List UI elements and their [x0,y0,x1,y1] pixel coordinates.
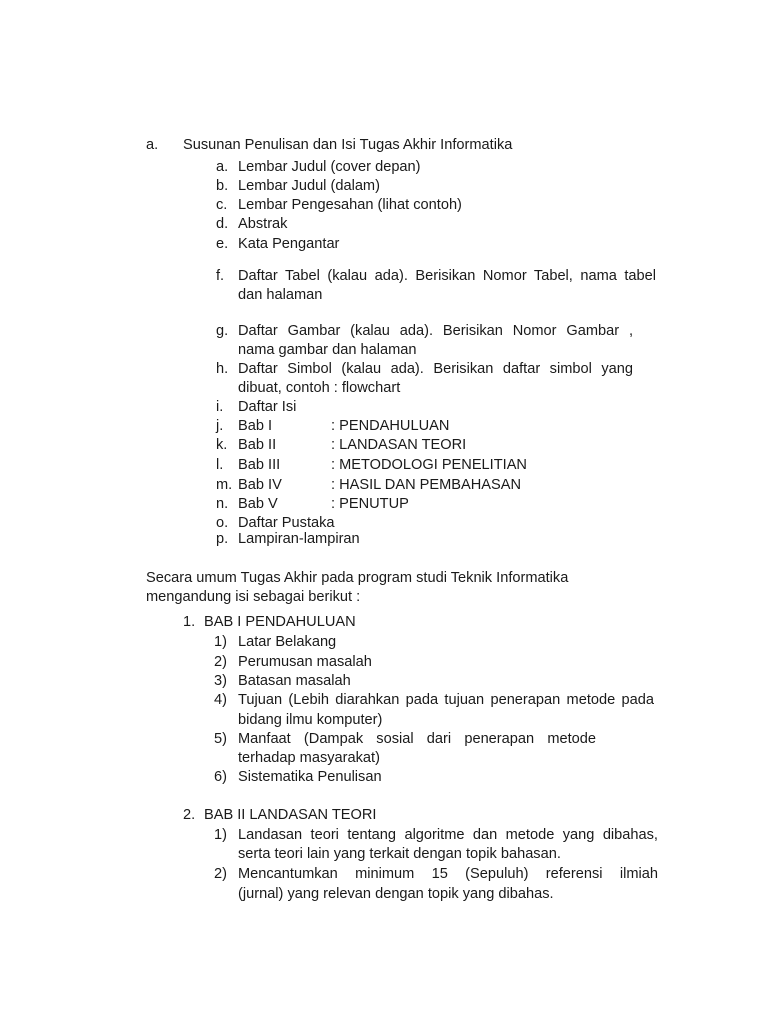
chapter-heading: BAB II LANDASAN TEORI [204,807,377,823]
list-marker: i. [216,399,224,415]
list-marker: o. [216,515,229,531]
chapter-label: Bab IV [238,477,282,493]
list-marker: f. [216,268,225,284]
list-item-continuation: nama gambar dan halaman [238,342,417,358]
chapter-row [216,495,666,514]
chapter-heading: BAB I PENDAHULUAN [204,614,356,630]
sub-item-marker: 1) [214,827,227,843]
chapter-title: : LANDASAN TEORI [331,437,467,453]
list-item: Lampiran-lampiran [238,531,360,547]
sub-item: Tujuan (Lebih diarahkan pada tujuan penerapan metode pada [238,692,654,708]
chapter-title: : PENUTUP [331,496,409,512]
chapter-number: 2. [183,807,196,823]
sub-item-continuation: bidang ilmu komputer) [238,712,383,728]
list-item: Daftar Pustaka [238,515,335,531]
chapter-row [216,456,666,475]
sub-item-marker: 3) [214,673,227,689]
chapter-title: : HASIL DAN PEMBAHASAN [331,477,522,493]
list-marker: e. [216,236,229,252]
list-item-continuation: dan halaman [238,287,323,303]
sub-item-continuation: terhadap masyarakat) [238,750,380,766]
chapter-label: Bab II [238,437,277,453]
chapter-row [216,436,666,455]
chapter-title: : METODOLOGI PENELITIAN [331,457,527,473]
list-marker: l. [216,457,224,473]
sub-item: Latar Belakang [238,634,337,650]
list-marker: c. [216,197,228,213]
list-marker: d. [216,216,229,232]
section-marker: a. [146,137,159,153]
chapter-label: Bab I [238,418,273,434]
chapter-label: Bab V [238,496,278,512]
sub-item-marker: 1) [214,634,227,650]
chapter-number: 1. [183,614,196,630]
sub-item: Landasan teori tentang algoritme dan metode yang dibahas, [238,827,658,843]
list-item: Lembar Pengesahan (lihat contoh) [238,197,462,213]
sub-item-marker: 5) [214,731,227,747]
list-item: Kata Pengantar [238,236,340,252]
list-marker: k. [216,437,228,453]
list-item: Daftar Gambar (kalau ada). Berisikan Nomor Gambar , [238,323,633,339]
sub-item-marker: 6) [214,769,227,785]
list-marker: p. [216,531,229,547]
list-item: Daftar Simbol (kalau ada). Berisikan daftar simbol yang [238,361,633,377]
list-item: Abstrak [238,216,288,232]
sub-item-marker: 2) [214,654,227,670]
sub-item-continuation: (jurnal) yang relevan dengan topik yang dibahas. [238,886,554,902]
sub-item: Mencantumkan minimum 15 (Sepuluh) referensi ilmiah [238,866,658,882]
list-item: Daftar Tabel (kalau ada). Berisikan Nomor Tabel, nama tabel [238,268,656,284]
chapter-title: : PENDAHULUAN [331,418,450,434]
list-marker: g. [216,323,229,339]
intro-paragraph-line: Secara umum Tugas Akhir pada program studi Teknik Informatika [146,570,569,586]
list-marker: j. [216,418,224,434]
sub-item: Perumusan masalah [238,654,372,670]
sub-item-marker: 2) [214,866,227,882]
chapter-row [216,476,666,495]
list-marker: m. [216,477,233,493]
sub-item-continuation: serta teori lain yang terkait dengan topik bahasan. [238,846,561,862]
list-marker: a. [216,159,229,175]
intro-paragraph-line: mengandung isi sebagai berikut : [146,589,361,605]
sub-item: Sistematika Penulisan [238,769,382,785]
list-item-continuation: dibuat, contoh : flowchart [238,380,401,396]
list-item: Daftar Isi [238,399,297,415]
list-item: Lembar Judul (dalam) [238,178,380,194]
list-marker: n. [216,496,229,512]
sub-item: Manfaat (Dampak sosial dari penerapan metode [238,731,596,747]
section-title: Susunan Penulisan dan Isi Tugas Akhir Informatika [183,137,513,153]
list-marker: b. [216,178,229,194]
chapter-label: Bab III [238,457,281,473]
chapter-row [216,417,666,436]
list-marker: h. [216,361,229,377]
list-item: Lembar Judul (cover depan) [238,159,421,175]
sub-item-marker: 4) [214,692,227,708]
sub-item: Batasan masalah [238,673,351,689]
